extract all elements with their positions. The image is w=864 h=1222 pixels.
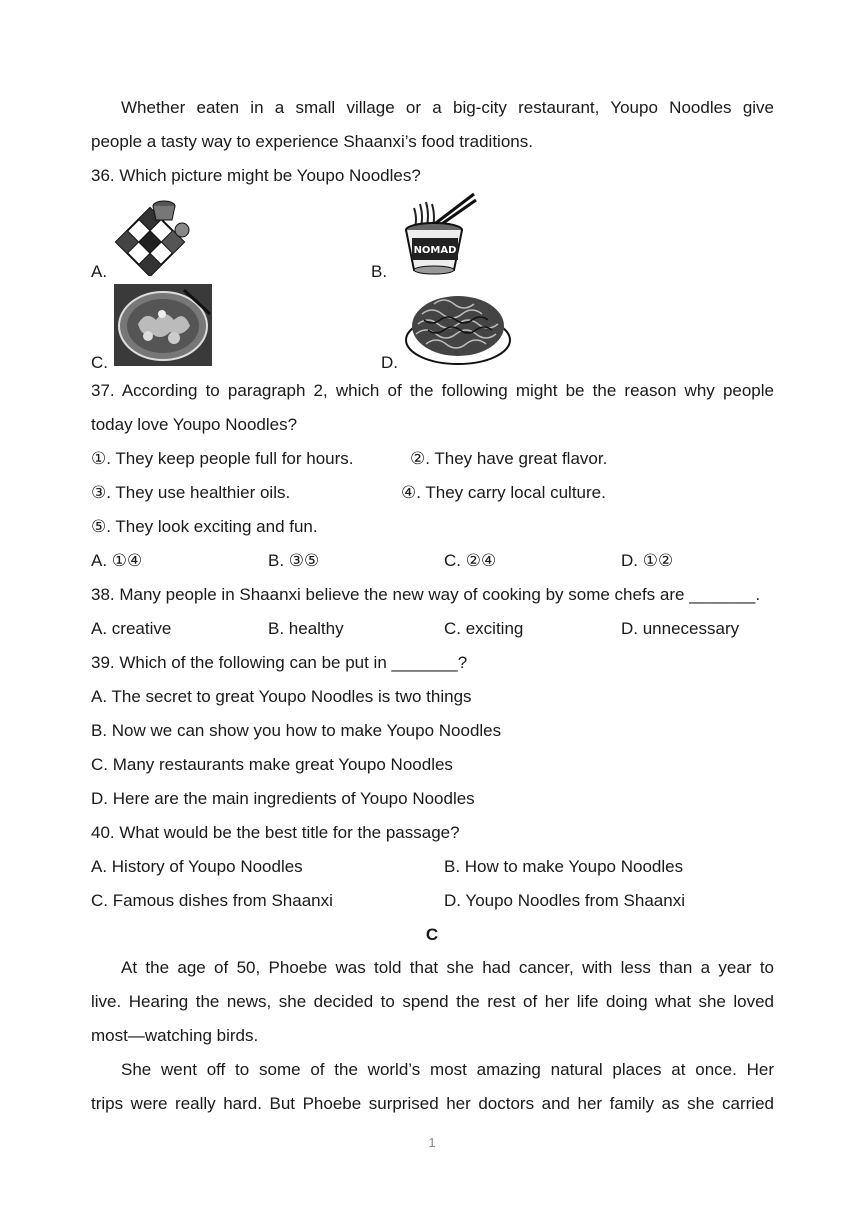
page-number: 1 xyxy=(428,1135,436,1150)
q37-statement-5: ⑤. They look exciting and fun. xyxy=(91,517,318,536)
q36-picture-c xyxy=(114,284,212,366)
q36-stem: 36. Which picture might be Youpo Noodles? xyxy=(91,166,421,185)
q36-label-c: C. xyxy=(91,353,108,372)
q36-picture-a xyxy=(112,194,194,276)
section-c-p2-line-2: trips were really hard. But Phoebe surprised her doctors and her family as she carried xyxy=(91,1094,774,1113)
q37-statement-1: ①. They keep people full for hours. xyxy=(91,449,354,468)
section-c-p1-line-1: At the age of 50, Phoebe was told that she had cancer, with less than a year to xyxy=(121,958,774,977)
q38-stem: 38. Many people in Shaanxi believe the new way of cooking by some chefs are _______. xyxy=(91,585,761,604)
q39-option-a: A. The secret to great Youpo Noodles is two things xyxy=(91,687,472,706)
q37-statement-4: ④. They carry local culture. xyxy=(401,483,606,502)
q36-picture-b xyxy=(398,192,478,278)
passage-b-line-1: Whether eaten in a small village or a big-city restaurant, Youpo Noodles give xyxy=(121,98,774,117)
q39-option-d: D. Here are the main ingredients of Youpo Noodles xyxy=(91,789,475,808)
q39-option-b: B. Now we can show you how to make Youpo Noodles xyxy=(91,721,502,740)
q38-option-c: C. exciting xyxy=(444,619,524,638)
q38-option-b: B. healthy xyxy=(268,619,344,638)
q38-option-a: A. creative xyxy=(91,619,172,638)
q36-label-b: B. xyxy=(371,262,388,281)
q37-option-a: A. ①④ xyxy=(91,551,143,570)
q36-label-a: A. xyxy=(91,262,108,281)
section-c-heading: C xyxy=(425,925,439,944)
q36-cup-text: NOMAD xyxy=(413,245,457,256)
q37-statement-2: ②. They have great flavor. xyxy=(410,449,608,468)
q36-label-d: D. xyxy=(381,353,398,372)
q36-picture-d xyxy=(404,286,512,368)
q37-option-b: B. ③⑤ xyxy=(268,551,320,570)
q40-option-c: C. Famous dishes from Shaanxi xyxy=(91,891,333,910)
q39-option-c: C. Many restaurants make great Youpo Noodles xyxy=(91,755,453,774)
q37-statement-3: ③. They use healthier oils. xyxy=(91,483,291,502)
q37-stem-line-1: 37. According to paragraph 2, which of the following might be the reason why people xyxy=(91,381,774,400)
q40-stem: 40. What would be the best title for the passage? xyxy=(91,823,460,842)
section-c-p1-line-3: most—watching birds. xyxy=(91,1026,259,1045)
q37-option-d: D. ①② xyxy=(621,551,674,570)
q37-stem-line-2: today love Youpo Noodles? xyxy=(91,415,298,434)
q37-option-c: C. ②④ xyxy=(444,551,497,570)
q40-option-b: B. How to make Youpo Noodles xyxy=(444,857,684,876)
section-c-p1-line-2: live. Hearing the news, she decided to spend the rest of her life doing what she loved xyxy=(91,992,774,1011)
section-c-p2-line-1: She went off to some of the world’s most amazing natural places at once. Her xyxy=(121,1060,774,1079)
q40-option-d: D. Youpo Noodles from Shaanxi xyxy=(444,891,685,910)
q39-stem: 39. Which of the following can be put in _______? xyxy=(91,653,468,672)
passage-b-line-2: people a tasty way to experience Shaanxi’s food traditions. xyxy=(91,132,533,151)
q38-option-d: D. unnecessary xyxy=(621,619,740,638)
q40-option-a: A. History of Youpo Noodles xyxy=(91,857,303,876)
